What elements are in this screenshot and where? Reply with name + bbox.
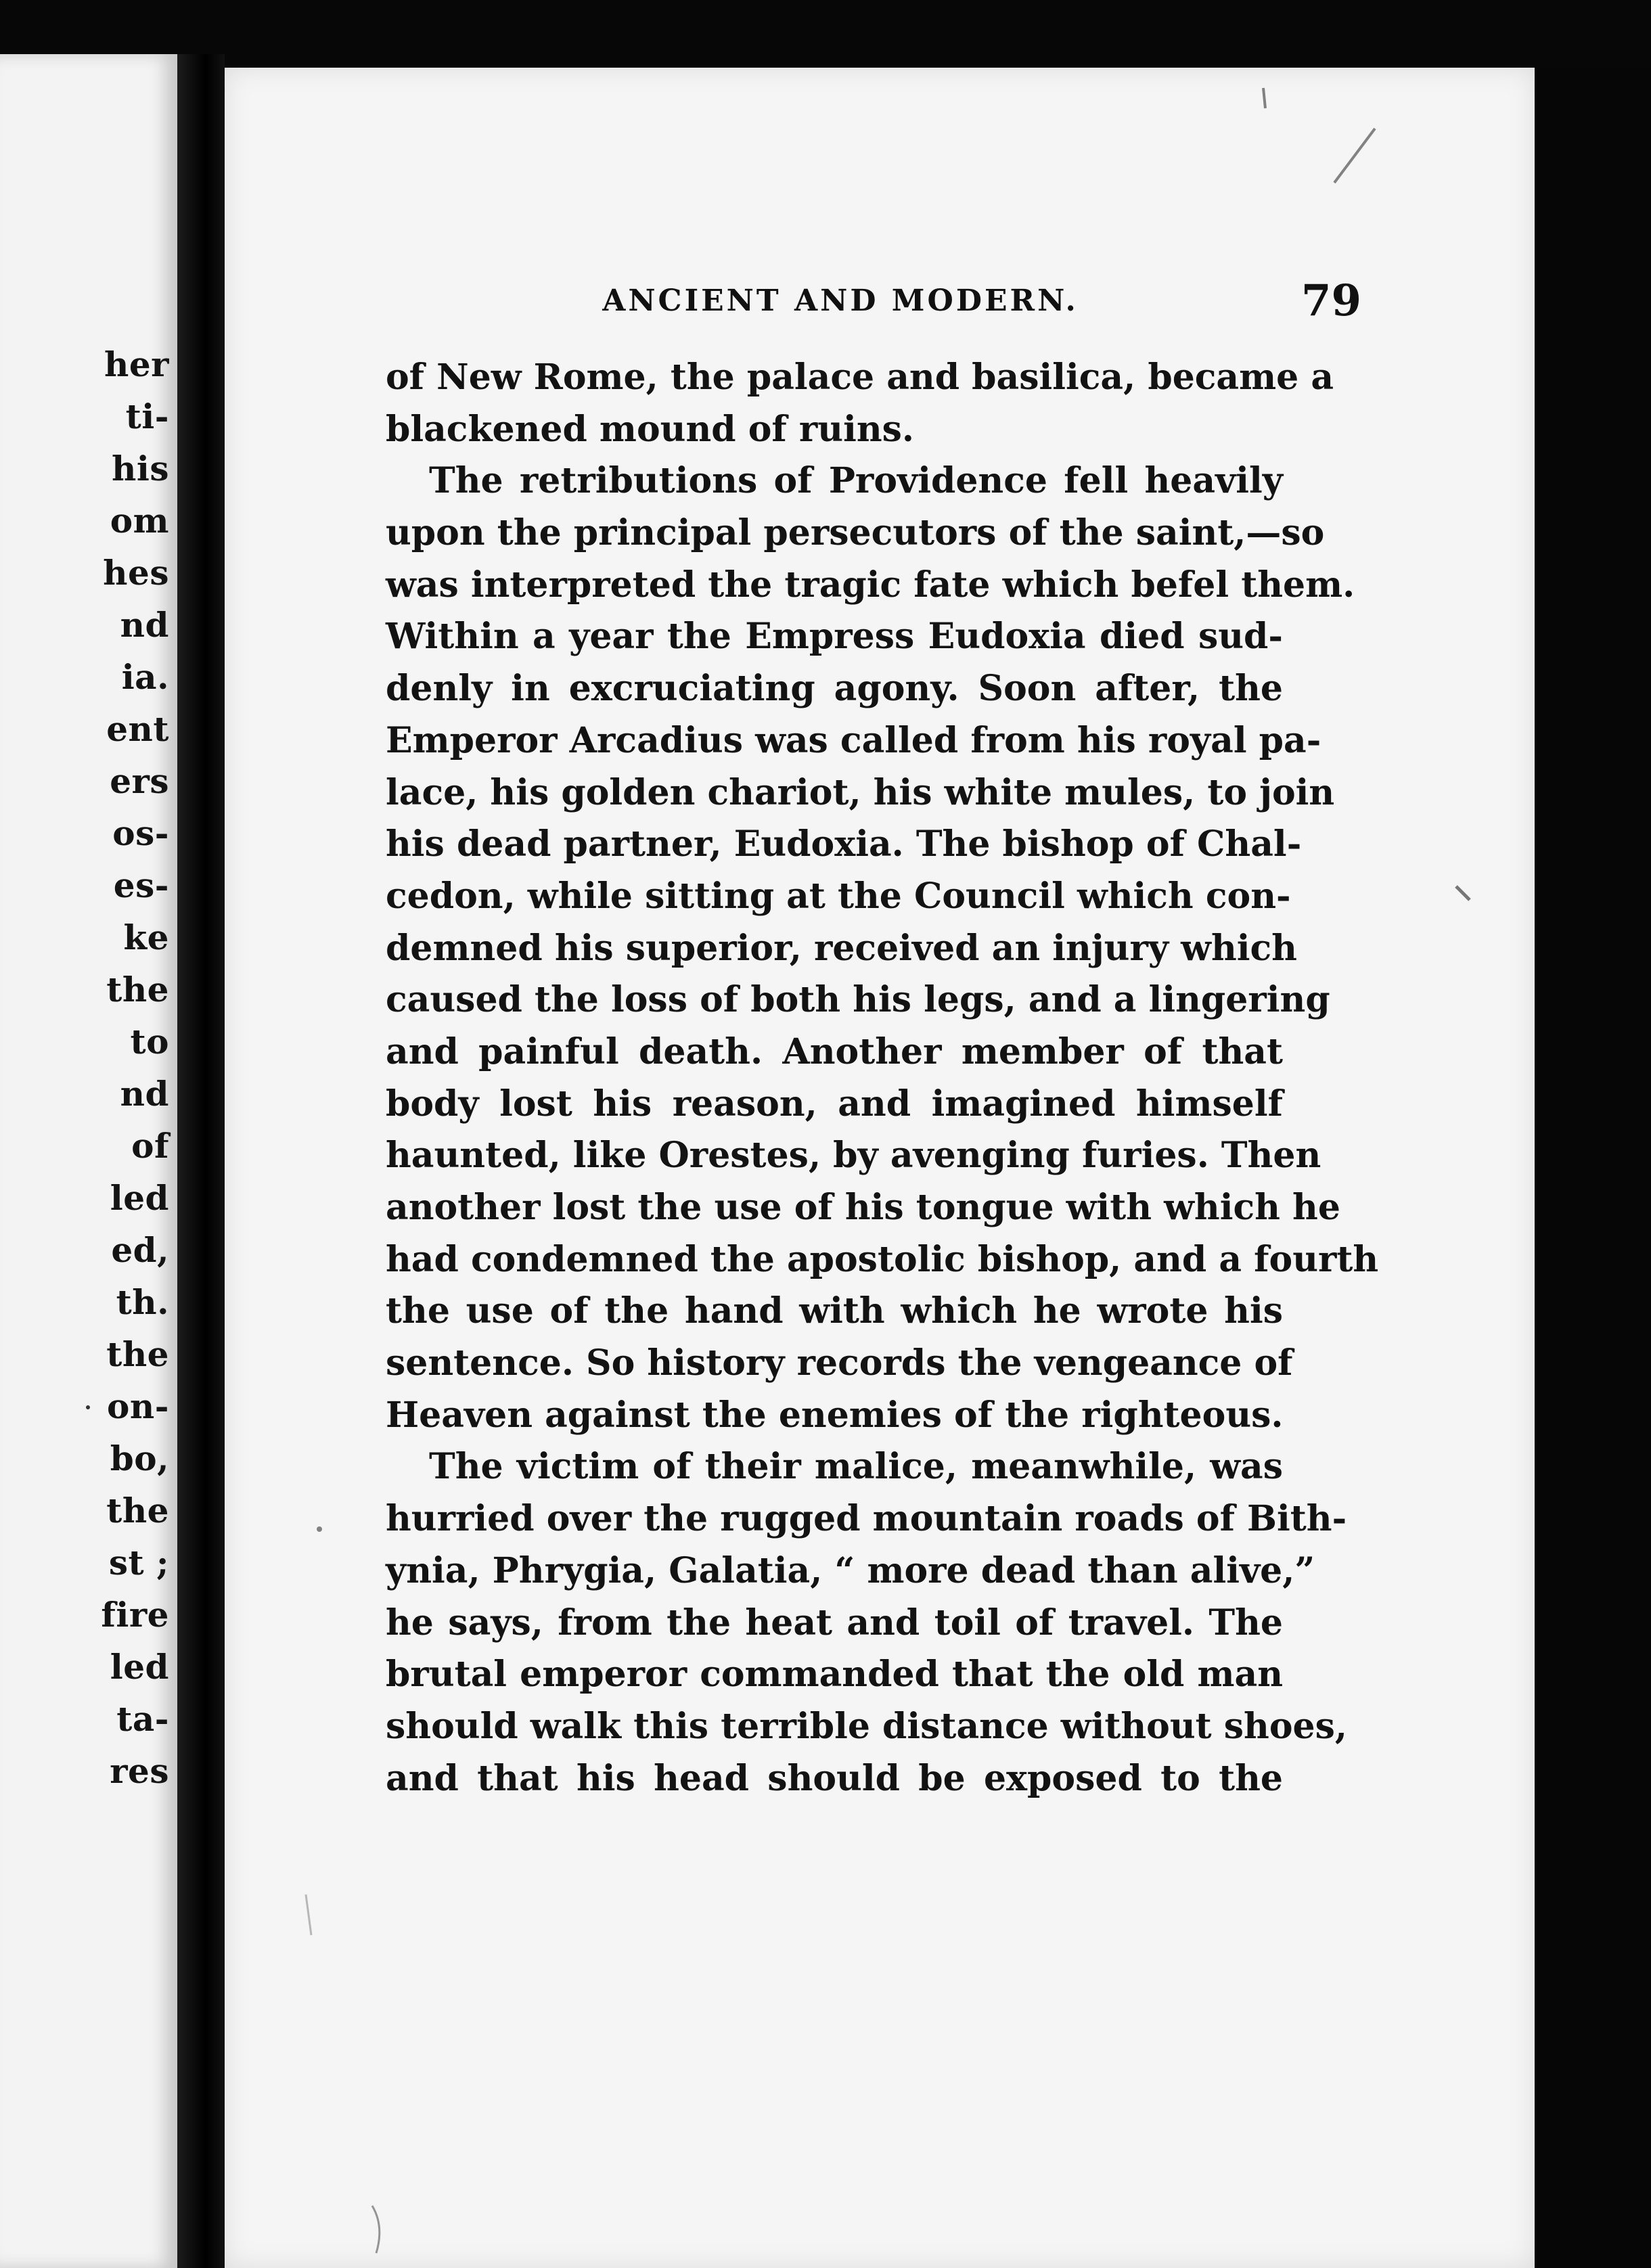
facing-line: ia. [121, 657, 169, 697]
text-line: another lost the use of his tongue with which he [386, 1187, 1340, 1228]
text-line: lace, his golden chariot, his white mules, to join [386, 771, 1335, 813]
facing-line: st ; [108, 1543, 169, 1583]
body-text [386, 352, 1379, 1805]
page-number: 79 [1301, 275, 1361, 326]
text-line: denly in excruciating agony. Soon after, the [386, 668, 1283, 710]
facing-line: om [110, 501, 169, 541]
text-line: should walk this terrible distance without shoes, [386, 1705, 1347, 1747]
facing-line: es- [113, 865, 169, 905]
scan-border [1535, 68, 1651, 2268]
running-head [387, 271, 1361, 332]
facing-line: ti- [125, 396, 169, 436]
facing-page-text [0, 338, 169, 1797]
text-line: and that his head should be exposed to the [386, 1757, 1283, 1799]
facing-line: hes [103, 553, 169, 593]
text-line: Emperor Arcadius was called from his royal pa- [386, 719, 1321, 761]
text-line: upon the principal persecutors of the saint,—so [386, 512, 1325, 554]
facing-line: her [104, 344, 169, 384]
text-line: Heaven against the enemies of the righteous. [386, 1394, 1284, 1436]
facing-line: ta- [116, 1699, 169, 1739]
text-line: hurried over the rugged mountain roads of Bith- [386, 1498, 1347, 1540]
facing-line: ed, [111, 1230, 169, 1270]
facing-line: ke [123, 917, 169, 957]
facing-line: his [112, 449, 169, 489]
text-line: body lost his reason, and imagined himself [386, 1083, 1283, 1125]
running-title: ANCIENT AND MODERN. [602, 284, 1079, 318]
text-line: his dead partner, Eudoxia. The bishop of Chal- [386, 823, 1302, 865]
facing-line: to [130, 1022, 169, 1062]
facing-line: of [131, 1126, 169, 1166]
text-line: he says, from the heat and toil of travel. The [386, 1602, 1283, 1643]
text-line: of New Rome, the palace and basilica, became a [386, 357, 1334, 398]
text-line: The victim of their malice, meanwhile, was [429, 1446, 1283, 1488]
facing-line: os- [112, 813, 169, 853]
text-line: haunted, like Orestes, by avenging furies. Then [386, 1135, 1321, 1177]
page-gutter [177, 54, 225, 2268]
text-line: cedon, while sitting at the Council which con- [386, 875, 1291, 917]
book-page [225, 68, 1535, 2268]
text-line: sentence. So history records the vengeance of [386, 1342, 1293, 1384]
text-line: demned his superior, received an injury which [386, 927, 1297, 969]
facing-line: on- [107, 1386, 169, 1426]
facing-line: th. [116, 1282, 169, 1322]
text-line: blackened mound of ruins. [386, 408, 915, 450]
facing-line: led [110, 1178, 169, 1218]
facing-page [0, 54, 177, 2268]
facing-line: the [106, 1491, 169, 1530]
text-line: was interpreted the tragic fate which befel them. [386, 564, 1355, 606]
facing-line: nd [120, 605, 169, 645]
facing-line: ent [106, 709, 169, 749]
text-line: ynia, Phrygia, Galatia, “ more dead than alive,” [386, 1549, 1315, 1591]
facing-line: nd [120, 1074, 169, 1114]
facing-line: the [106, 970, 169, 1010]
text-line: and painful death. Another member of that [386, 1030, 1283, 1072]
facing-line: res [110, 1751, 169, 1791]
text-line: Within a year the Empress Eudoxia died sud- [386, 616, 1283, 658]
facing-line: the [106, 1334, 169, 1374]
text-line: caused the loss of both his legs, and a lingering [386, 979, 1330, 1021]
text-line: the use of the hand with which he wrote his [386, 1290, 1283, 1332]
facing-line: ers [110, 761, 169, 801]
facing-line: bo, [110, 1438, 169, 1478]
facing-line: led [110, 1647, 169, 1687]
text-line: The retributions of Providence fell heavily [429, 460, 1283, 502]
facing-line: fire [101, 1595, 169, 1635]
text-line: brutal emperor commanded that the old man [386, 1654, 1283, 1696]
text-line: had condemned the apostolic bishop, and a fourth [386, 1238, 1379, 1280]
